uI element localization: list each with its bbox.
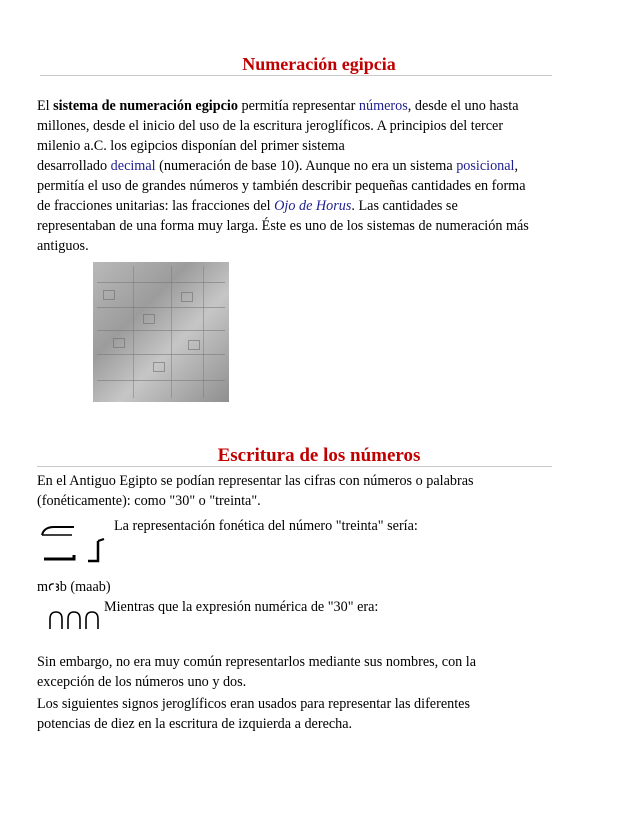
system-term: sistema de numeración egipcio	[53, 98, 238, 114]
usage-paragraph: Sin embargo, no era muy común representarlos mediante sus nombres, con la excepción de los números uno y dos.	[37, 654, 477, 690]
transliteration: mꜥꜣb (maab)	[37, 579, 111, 595]
link-posicional[interactable]: posicional	[456, 158, 515, 174]
intro-line-5: permitía el uso de grandes números y también describir pequeñas cantidades en forma	[37, 178, 526, 194]
link-decimal[interactable]: decimal	[110, 158, 156, 174]
intro-line-4: desarrollado decimal (numeración de base 10). Aunque no era un sistema posicional,	[37, 158, 519, 174]
intro-line-3: milenio a.C. los egipcios disponían del primer sistema	[37, 138, 345, 154]
section-heading-numbers: Escritura de los números	[217, 445, 421, 466]
phonetic-label: La representación fonética del número "treinta" sería:	[114, 518, 418, 534]
title-divider	[40, 75, 552, 76]
numeral-thirty-icon	[48, 609, 108, 631]
phonetic-hieroglyph-icon	[38, 517, 118, 567]
powers-paragraph: Los siguientes signos jeroglíficos eran usados para representar las diferentes potencias de diez en la escritura de izquierda a derecha.	[37, 696, 470, 732]
intro-line-6: de fracciones unitarias: las fracciones del Ojo de Horus. Las cantidades se	[37, 198, 458, 214]
link-ojo-de-horus[interactable]: Ojo de Horus	[274, 198, 352, 214]
page-title: Numeración egipcia	[242, 54, 396, 74]
intro-line-1: El sistema de numeración egipcio permitía representar números, desde el uno hasta	[37, 98, 519, 114]
link-numeros[interactable]: números	[358, 98, 408, 114]
intro-line-2: millones, desde el inicio del uso de la escritura jeroglíficos. A principios del tercer	[37, 118, 504, 134]
section-divider	[37, 466, 552, 467]
intro-line-7: representaban de una forma muy larga. Éste es uno de los sistemas de numeración más	[37, 218, 529, 234]
intro-line-8: antiguos.	[37, 238, 89, 254]
numeric-label: Mientras que la expresión numérica de "30" era:	[104, 599, 379, 615]
numbers-paragraph: En el Antiguo Egipto se podían representar las cifras con números o palabras (fonéticamente): como "30" o "treinta".	[37, 473, 474, 509]
hieroglyph-stone-image	[93, 262, 229, 402]
intro-paragraph	[37, 96, 597, 256]
